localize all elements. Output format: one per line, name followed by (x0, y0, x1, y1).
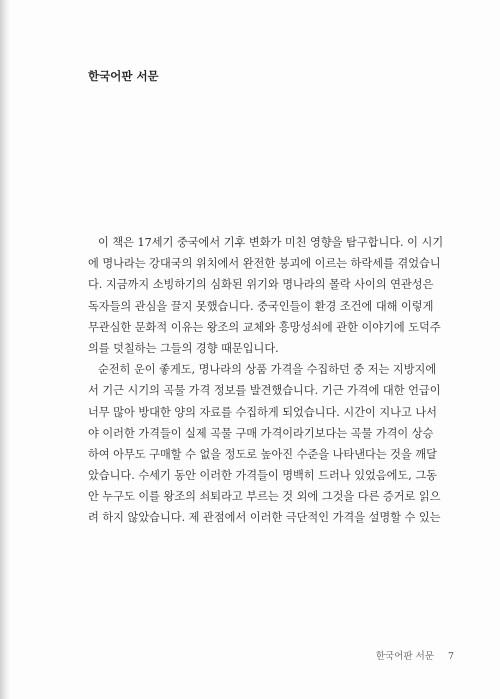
text-line: 순전히 운이 좋게도, 명나라의 상품 가격을 수집하던 중 저는 지방지에 (98, 363, 437, 377)
section-heading: 한국어판 서문 (88, 69, 159, 83)
paragraph-1 (88, 232, 444, 359)
text-line: 이 책은 17세기 중국에서 기후 변화가 미친 영향을 탐구합니다. 이 시기 (98, 236, 444, 249)
text-line: 의를 덧칠하는 그들의 경향 때문입니다. (88, 341, 279, 355)
text-line: 안 누구도 이를 왕조의 쇠퇴라고 부르는 것 외에 그것을 다른 증거로 읽으 (88, 490, 441, 504)
text-line: 야 이러한 가격들이 실제 곡물 구매 가격이라기보다는 곡물 가격이 상승 (88, 426, 434, 440)
paragraph-2 (88, 359, 441, 529)
text-line: 서 기근 시기의 곡물 가격 정보를 발견했습니다. 기근 가격에 대한 언급이 (88, 384, 441, 398)
running-title: 한국어판 서문 (375, 651, 434, 662)
body-text (88, 232, 444, 529)
text-line: 다. 지금까지 소빙하기의 심화된 위기와 명나라의 몰락 사이의 연관성은 (88, 278, 434, 292)
text-line: 려 하지 않았습니다. 제 관점에서 이러한 극단적인 가격을 설명할 수 있는 (88, 511, 441, 525)
text-line: 너무 많아 방대한 양의 자료를 수집하게 되었습니다. 시간이 지나고 나서 (88, 405, 437, 419)
text-line: 하여 아무도 구매할 수 없을 정도로 높아진 수준을 나타낸다는 것을 깨달 (88, 447, 437, 461)
text-line: 에 명나라는 강대국의 위치에서 완전한 붕괴에 이르는 하락세를 겪었습니 (88, 257, 441, 271)
page-footer (376, 648, 454, 662)
page-edge-shadow (0, 0, 10, 699)
text-line: 무관심한 문화적 이유는 왕조의 교체와 흥망성쇠에 관한 이야기에 도덕주 (88, 320, 441, 334)
text-line: 독자들의 관심을 끌지 못했습니다. 중국인들이 환경 조건에 대해 이렇게 (88, 299, 434, 313)
page-number: 7 (447, 651, 454, 662)
text-line: 았습니다. 수세기 동안 이러한 가격들이 명백히 드러나 있었음에도, 그동 (88, 469, 437, 483)
